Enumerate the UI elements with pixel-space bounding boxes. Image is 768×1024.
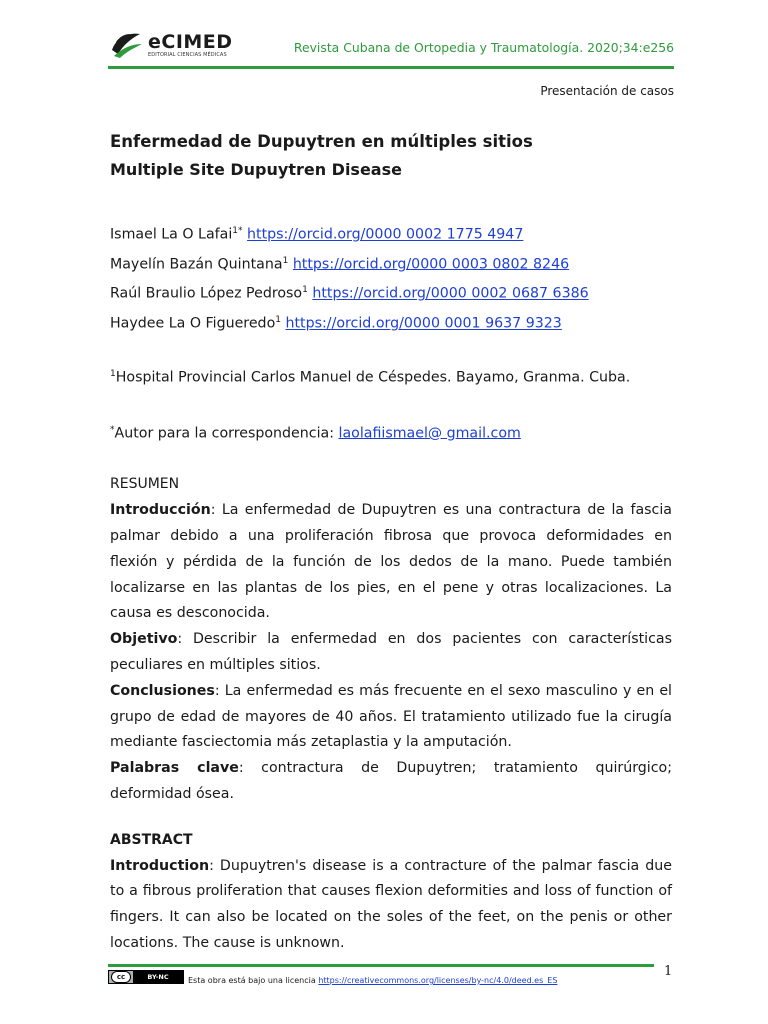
leaf-icon xyxy=(110,30,144,60)
objective-text: : Describir la enfermedad en dos pacientes con características peculiares en múltiples sitios. xyxy=(110,631,672,673)
author-row xyxy=(110,248,672,278)
orcid-link[interactable]: https://orcid.org/0000 0003 0802 8246 xyxy=(292,256,570,273)
abstract-heading: ABSTRACT xyxy=(110,831,193,848)
intro-label: Introducción xyxy=(110,502,211,519)
author-affiliation-mark: 1 xyxy=(302,285,308,296)
author-row xyxy=(110,218,672,248)
resumen-objetivo xyxy=(110,627,672,679)
orcid-link[interactable]: https://orcid.org/0000 0002 1775 4947 xyxy=(247,226,524,243)
header-divider xyxy=(108,66,674,69)
objective-label: Objetivo xyxy=(110,631,178,648)
journal-reference: Revista Cubana de Ortopedia y Traumatología. 2020;34:e256 xyxy=(293,40,674,55)
author-name: Mayelín Bazán Quintana xyxy=(110,256,283,273)
page-number: 1 xyxy=(664,964,673,979)
cc-license-badge[interactable] xyxy=(108,970,184,984)
author-affiliation-mark: 1 xyxy=(282,255,289,266)
affiliation-text: Hospital Provincial Carlos Manuel de Céspedes. Bayamo, Granma. Cuba. xyxy=(115,369,631,386)
author-row xyxy=(110,277,672,307)
affiliation xyxy=(110,361,672,391)
resumen-section xyxy=(110,472,672,807)
intro-text: : La enfermedad de Dupuytren es una contractura de la fascia palmar debido a una proliferación fibrosa que provoca deformidades en flexión y pérdida de la función de los dedos de la mano. Puede también localizarse en las plantas de los pies, en el pene y otras localizaciones. La causa es desconocida. xyxy=(110,502,672,622)
resumen-introduccion xyxy=(110,498,672,627)
author-list xyxy=(110,218,672,337)
logo-wordmark: eCIMED xyxy=(148,31,233,53)
license-link[interactable]: https://creativecommons.org/licenses/by-nc/4.0/deed.es_ES xyxy=(318,976,558,985)
section-label: Presentación de casos xyxy=(540,84,674,98)
cc-icon: cc xyxy=(111,971,131,983)
orcid-link[interactable]: https://orcid.org/0000 0001 9637 9323 xyxy=(285,315,562,332)
page-footer xyxy=(0,960,768,1024)
author-affiliation-mark: 1 xyxy=(275,315,281,326)
title-english: Multiple Site Dupuytren Disease xyxy=(110,160,402,179)
cc-by-nc-label: BY-NC xyxy=(133,971,183,983)
author-affiliation-mark: 1* xyxy=(232,226,243,236)
license-notice xyxy=(188,976,557,985)
orcid-link[interactable]: https://orcid.org/0000 0002 0687 6386 xyxy=(312,286,589,303)
resumen-conclusiones xyxy=(110,679,672,756)
conclusions-text: : La enfermedad es más frecuente en el sexo masculino y en el grupo de edad de mayores de 40 años. El tratamiento utilizado fue la cirugía mediante fasciectomia más zetaplastia y la amputación. xyxy=(110,682,672,751)
email-link[interactable]: laolafiismael@ gmail.com xyxy=(338,425,521,442)
page-header xyxy=(0,0,768,72)
keywords-label: Palabras clave xyxy=(110,760,239,777)
abstract-intro-text: : Dupuytren's disease is a contracture of the palmar fascia due to a fibrous proliferation that causes flexion deformities and loss of function of fingers. It can also be located on the soles of the feet, on the penis or other locations. The cause is unknown. xyxy=(110,857,672,951)
logo-subtext: EDITORIAL CIENCIAS MÉDICAS xyxy=(148,52,227,58)
ecimed-logo xyxy=(110,30,270,64)
correspondence-label: Autor para la correspondencia: xyxy=(114,425,339,442)
author-row xyxy=(110,307,672,337)
license-text: Esta obra está bajo una licencia xyxy=(188,976,319,985)
footer-divider xyxy=(108,964,654,967)
author-name: Haydee La O Figueredo xyxy=(110,315,276,332)
keywords-text: : contractura de Dupuytren; tratamiento quirúrgico; deformidad ósea. xyxy=(110,760,672,802)
correspondence xyxy=(110,417,672,447)
author-name: Ismael La O Lafai xyxy=(110,226,233,243)
affiliation-mark: 1 xyxy=(110,368,116,379)
abstract-introduction xyxy=(110,854,672,957)
title-spanish: Enfermedad de Dupuytren en múltiples sitios xyxy=(110,132,533,151)
article-body xyxy=(110,128,672,957)
abstract-section xyxy=(110,828,672,957)
author-name: Raúl Braulio López Pedroso xyxy=(110,286,303,303)
resumen-palabras-clave xyxy=(110,756,672,808)
correspondence-mark: * xyxy=(110,424,115,435)
abstract-intro-label: Introduction xyxy=(110,857,210,874)
resumen-heading: RESUMEN xyxy=(110,476,180,493)
conclusions-label: Conclusiones xyxy=(110,682,215,699)
